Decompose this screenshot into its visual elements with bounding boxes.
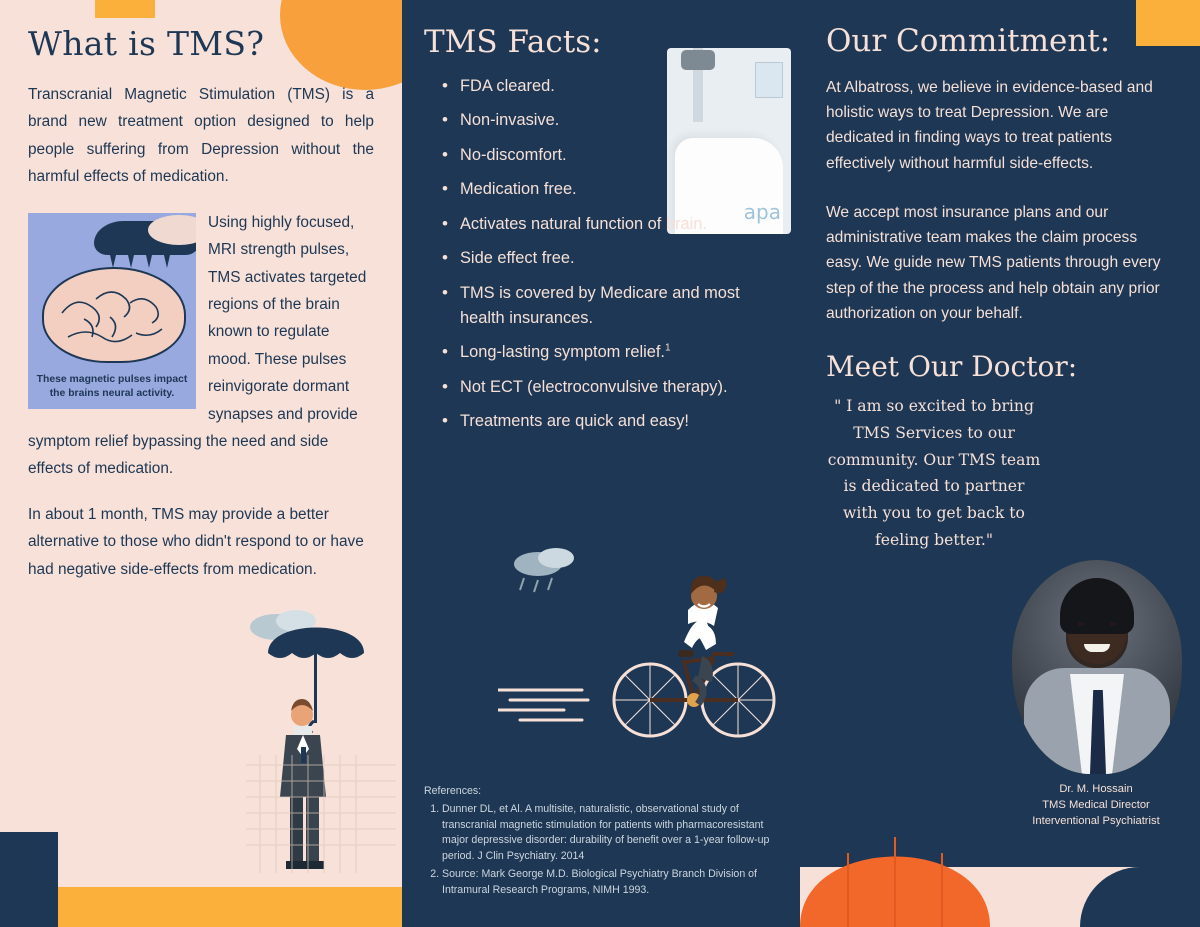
fact-label: Medication free. <box>460 180 577 199</box>
orange-umbrella-illustration <box>800 757 1010 927</box>
fact-label: FDA cleared. <box>460 77 555 95</box>
doctor-caption <box>1006 782 1186 830</box>
lightning-bolt-icon <box>146 255 152 268</box>
lightning-bolt-icon <box>164 255 170 268</box>
list-item <box>446 409 784 434</box>
portrait-eye <box>1078 622 1085 626</box>
section-title-tms-facts: TMS Facts: <box>424 24 602 60</box>
list-item <box>446 74 784 99</box>
fact-label: Activates natural function of brain. <box>460 214 707 233</box>
fact-label: Treatments are quick and easy! <box>460 412 689 431</box>
list-item <box>446 143 784 168</box>
list-item <box>446 340 784 365</box>
list-item <box>446 246 784 271</box>
doctor-portrait-photo <box>1012 560 1182 774</box>
reference-marker: 1 <box>664 342 671 354</box>
lightning-bolt-icon <box>110 255 116 268</box>
panel-our-commitment <box>800 0 1200 927</box>
references-title: References: <box>424 784 482 797</box>
device-coil-head <box>681 50 715 70</box>
reference-item: 1. Dunner DL, et Al. A multisite, naturalistic, observational study of transcranial magnetic stimulation for patients with pharmacoresistant major depressive disorder: durability of benefit over a 1-year follow-up period. J Clin Psychiatry. 2014 <box>442 802 770 866</box>
fact-label: Side effect free. <box>460 249 575 268</box>
references-list <box>424 802 770 899</box>
paragraph-commitment-2: We accept most insurance plans and our administrative team makes the claim process easy. We guide new TMS patients through every step of the the process and help obtain any prior authorization on your behalf. <box>826 203 1161 322</box>
section-title-our-commitment: Our Commitment: <box>826 23 1111 59</box>
fact-label: Non-invasive. <box>460 111 560 130</box>
list-item <box>446 108 784 133</box>
lightning-bolt-icon <box>128 255 134 268</box>
section-title-meet-our-doctor: Meet Our Doctor: <box>826 350 1078 383</box>
decor-bottom-navy-block <box>0 832 58 927</box>
brain-illustration-caption: These magnetic pulses impact the brains neural activity. <box>36 373 188 399</box>
list-item <box>446 177 784 202</box>
paragraph-one-month: In about 1 month, TMS may provide a better alternative to those who didn't respond to or have had negative side-effects from medication. <box>28 505 364 578</box>
fact-label: TMS is covered by Medicare and most health insurances. <box>460 283 740 327</box>
fact-label: Long-lasting symptom relief. <box>460 343 665 362</box>
device-brand-logo: apa <box>743 200 781 224</box>
references-block <box>424 784 770 901</box>
man-with-umbrella-illustration <box>246 595 396 875</box>
paragraph-pulses: Using highly focused, MRI strength pulses, TMS activates targeted regions of the brain known to regulate mood. These pulses reinvigorate dormant synapses and provide symptom relief bypassing the need and side effects of medication. <box>28 213 367 478</box>
reference-item: 2. Source: Mark George M.D. Biological Psychiatry Branch Division of Intramural Research Programs, NIMH 1993. <box>442 867 770 899</box>
doctor-title: TMS Medical Director <box>1042 798 1150 811</box>
brain-illustration <box>28 213 196 409</box>
paragraph-commitment-1: At Albatross, we believe in evidence-based and holistic ways to treat Depression. We are dedicated in finding ways to treat patients effectively without harmful side-effects. <box>826 78 1153 172</box>
woman-on-bicycle-illustration <box>498 542 788 752</box>
doctor-quote-wrapper <box>826 393 1174 554</box>
doctor-quote: " I am so excited to bring TMS Services to our community. Our TMS team is dedicated to partner with you to get back to feeling better." <box>827 397 1041 550</box>
portrait-smile <box>1084 644 1110 652</box>
doctor-name: Dr. M. Hossain <box>1059 783 1133 795</box>
list-item <box>446 281 784 332</box>
facts-list <box>424 74 784 435</box>
panel-tms-facts <box>402 0 800 927</box>
fact-label: No-discomfort. <box>460 145 567 164</box>
list-item <box>446 375 784 400</box>
fact-label: Not ECT (electroconvulsive therapy). <box>460 377 728 396</box>
paragraph-what-is-tms: Transcranial Magnetic Stimulation (TMS) is a brand new treatment option designed to help people suffering from Depression without the harmful effects of medication. <box>28 86 374 186</box>
decor-bottom-yellow-bar <box>58 887 402 927</box>
list-item <box>446 212 784 237</box>
page-title-what-is-tms: What is TMS? <box>28 24 265 63</box>
brain-folds-icon <box>44 269 184 361</box>
portrait-eye <box>1110 622 1117 626</box>
panel-what-is-tms <box>0 0 402 927</box>
doctor-subtitle: Interventional Psychiatrist <box>1032 814 1160 827</box>
brain-icon <box>42 267 186 363</box>
